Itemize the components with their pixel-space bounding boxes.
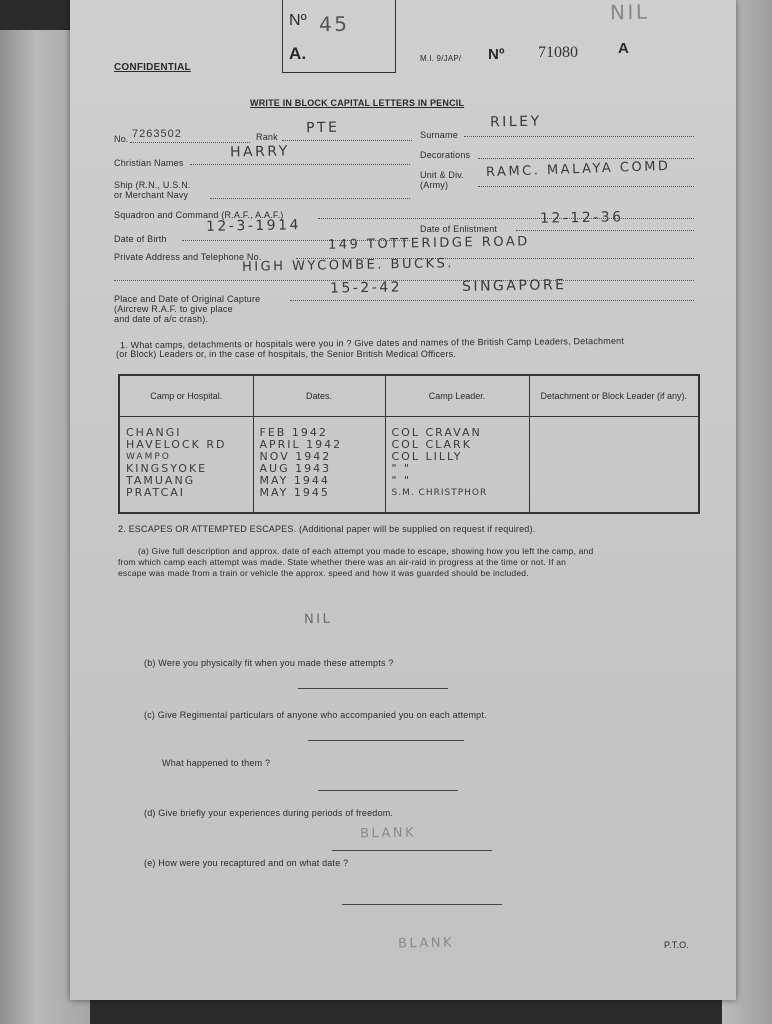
- q2c-text: (c) Give Regimental particulars of anyone who accompanied you on each attempt.: [144, 710, 487, 720]
- date-entry: MAY 1945: [259, 486, 330, 499]
- q2e-answer: BLANK: [397, 935, 455, 952]
- leader-entry: " ": [391, 474, 412, 487]
- detachment-column: [529, 417, 699, 514]
- address-line-2: HIGH WYCOMBE. BUCKS.: [241, 256, 455, 275]
- capture-date: 15-2-42: [329, 279, 403, 297]
- camp-entry: PRATCAI: [126, 486, 186, 499]
- dob-value: 12-3-1914: [205, 217, 302, 235]
- dob-label: Date of Birth: [114, 234, 167, 244]
- no-value: 7263502: [132, 128, 182, 140]
- header-camp-leader: Camp Leader.: [385, 375, 529, 417]
- camp-entry: KINGSYOKE: [126, 462, 208, 475]
- pto-label: P.T.O.: [664, 940, 690, 950]
- decorations-label: Decorations: [420, 150, 471, 160]
- q1-text-1: 1. What camps, detachments or hospitals were you in ? Give dates and names of the British Camp Leaders, Detachment: [119, 335, 625, 351]
- leader-entry: COL CRAVAN: [391, 426, 482, 439]
- squadron-label: Squadron and Command (R.A.F., A.A.F.): [114, 210, 284, 220]
- q2d-text: (d) Give briefly your experiences during periods of freedom.: [144, 808, 394, 818]
- surname-value: RILEY: [489, 113, 542, 131]
- unit-label-1: Unit & Div.: [420, 170, 465, 180]
- ref-no-label: Nº: [289, 12, 307, 29]
- camp-entry: HAVELOCK RD: [126, 438, 227, 451]
- q2-title: 2. ESCAPES OR ATTEMPTED ESCAPES. (Additional paper will be supplied on request if required).: [118, 524, 536, 534]
- surname-label: Surname: [420, 130, 458, 140]
- questionnaire-form: [70, 0, 736, 1000]
- date-entry: FEB 1942: [259, 426, 328, 439]
- rank-value: PTE: [305, 119, 340, 137]
- enlistment-label: Date of Enlistment: [420, 224, 498, 234]
- form-number: 71080: [538, 44, 578, 61]
- header-camp: Camp or Hospital.: [119, 375, 253, 417]
- table-row: [119, 417, 699, 514]
- date-entry: AUG 1943: [259, 462, 332, 475]
- leader-entry: S.M. CHRISTPHOR: [391, 488, 488, 498]
- christian-names-label: Christian Names: [114, 158, 184, 168]
- camps-column: [119, 417, 253, 514]
- unit-label-2: (Army): [420, 180, 449, 190]
- q2c-sub-text: What happened to them ?: [162, 758, 271, 768]
- form-no-label: Nº: [488, 46, 505, 63]
- enlistment-value: 12-12-36: [539, 209, 624, 227]
- q2a-text-2: from which camp each attempt was made. State whether there was an air-raid in progress at the time or not. If an: [118, 557, 567, 567]
- form-suffix: A: [618, 40, 630, 57]
- camp-entry: TAMUANG: [126, 474, 196, 487]
- christian-names-value: HARRY: [229, 143, 290, 161]
- q2e-text: (e) How were you recaptured and on what date ?: [144, 858, 349, 868]
- capture-label-3: and date of a/c crash).: [114, 314, 209, 324]
- camps-table-header-row: [119, 375, 699, 417]
- leader-entry: COL CLARK: [391, 438, 472, 451]
- q2a-text-3: escape was made from a train or vehicle the approx. speed and how it was guarded should be included.: [118, 568, 529, 578]
- header-dates: Dates.: [253, 375, 385, 417]
- camp-entry: CHANGI: [126, 426, 182, 439]
- capture-place: SINGAPORE: [461, 277, 567, 295]
- camps-table: [118, 374, 700, 514]
- ship-label-1: Ship (R.N., U.S.N.: [114, 180, 191, 190]
- instruction-heading: WRITE IN BLOCK CAPITAL LETTERS IN PENCIL: [250, 98, 465, 108]
- corner-note: NIL: [609, 0, 650, 25]
- q1-text-2: (or Block) Leaders or, in the case of hospitals, the Senior British Medical Officers.: [116, 349, 456, 359]
- unit-value: RAMC. MALAYA COMD: [485, 158, 671, 181]
- q2b-text: (b) Were you physically fit when you made these attempts ?: [144, 658, 394, 668]
- ref-no-value: 45: [318, 11, 350, 37]
- leader-entry: " ": [391, 462, 412, 475]
- date-entry: APRIL 1942: [259, 438, 343, 451]
- capture-label-2: (Aircrew R.A.F. to give place: [114, 304, 233, 314]
- ref-letter: A.: [289, 44, 307, 63]
- address-label: Private Address and Telephone No.: [114, 252, 262, 262]
- q2a-text-1: (a) Give full description and approx. date of each attempt you made to escape, showing how you left the camp, and: [138, 546, 594, 556]
- reference-box: [282, 0, 396, 73]
- form-code: M.I. 9/JAP/: [420, 54, 462, 63]
- confidential-label: CONFIDENTIAL: [114, 62, 191, 73]
- leader-entry: COL LILLY: [391, 450, 463, 463]
- address-line-1: 149 TOTTERIDGE ROAD: [327, 234, 530, 253]
- dates-column: [253, 417, 385, 514]
- date-entry: NOV 1942: [259, 450, 332, 463]
- q2a-answer: NIL: [303, 611, 333, 628]
- ship-label-2: or Merchant Navy: [114, 190, 189, 200]
- no-label: No.: [114, 134, 129, 144]
- rank-label: Rank: [256, 132, 278, 142]
- camp-entry: WAMPO: [126, 452, 171, 462]
- date-entry: MAY 1944: [259, 474, 330, 487]
- q2d-answer: BLANK: [359, 825, 417, 842]
- header-detachment-leader: Detachment or Block Leader (if any).: [529, 375, 699, 417]
- leaders-column: [385, 417, 529, 514]
- capture-label-1: Place and Date of Original Capture: [114, 294, 261, 304]
